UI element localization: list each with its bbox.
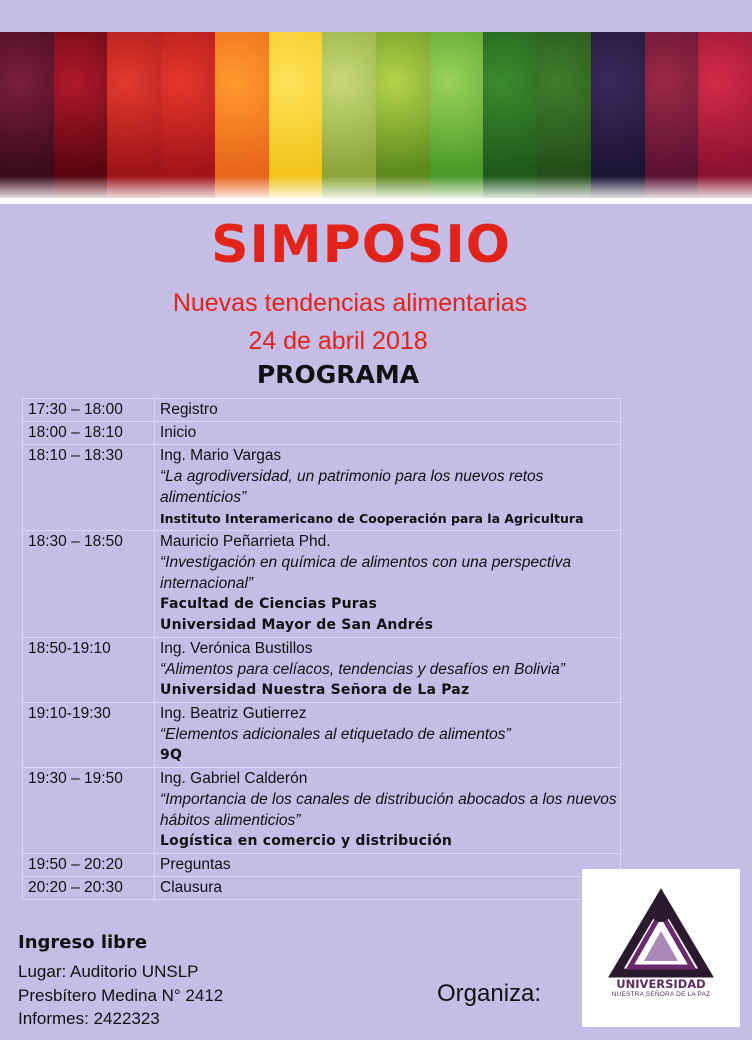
banner-divider [0,198,752,204]
cucumber-image [483,32,537,198]
speaker-name: Registro [160,401,218,418]
gooseberry-image [322,32,376,198]
schedule-time: 20:20 – 20:30 [23,877,155,900]
speaker-name: Inicio [160,424,197,441]
kiwi-image [376,32,430,198]
logo-circle [650,900,672,922]
schedule-time: 17:30 – 18:00 [23,399,155,422]
speaker-name: Clausura [160,879,223,896]
university-emblem-icon [582,869,740,1027]
institution-name: Universidad Nuestra Señora de La Paz [160,682,470,698]
plum-image [591,32,645,198]
cherries-image [54,32,108,198]
institution-name: Universidad Mayor de San Andrés [160,617,434,633]
page-title: SIMPOSIO [211,215,511,275]
institution-name: Facultad de Ciencias Puras [160,596,378,612]
onion-image [645,32,699,198]
institution-name: Logística en comercio y distribución [160,833,453,849]
event-subtitle: Nuevas tendencias alimentarias [172,289,528,317]
radish-image [698,32,752,198]
schedule-row [23,399,621,422]
institution-name: Instituto Interamericano de Cooperación para la Agricultura [160,511,584,526]
schedule-details [155,445,621,531]
talk-title: “Elementos adicionales al etiquetado de alimentos” [160,726,511,743]
schedule-time: 19:30 – 19:50 [23,768,155,854]
fruit-vegetable-banner [0,32,752,198]
talk-title: “Importancia de los canales de distribución abocados a los nuevos hábitos alimenticios” [160,791,617,829]
logo-university-name: UNIVERSIDAD [616,977,706,991]
schedule-details [155,703,621,768]
schedule-details [155,638,621,703]
organizer-label: Organiza: [437,980,542,1007]
speaker-name: Ing. Beatriz Gutierrez [160,705,307,722]
institution-name: 9Q [160,747,183,763]
schedule-row [23,638,621,703]
schedule-row [23,703,621,768]
grapes-image [0,32,54,198]
schedule-time: 18:10 – 18:30 [23,445,155,531]
schedule-row [23,768,621,854]
event-date: 24 de abril 2018 [248,327,428,355]
schedule-details [155,877,621,900]
schedule-details [155,531,621,638]
schedule-time: 18:30 – 18:50 [23,531,155,638]
free-entry-label: Ingreso libre [18,932,148,953]
schedule-row [23,877,621,900]
schedule-details [155,422,621,445]
schedule-time: 18:00 – 18:10 [23,422,155,445]
schedule-row [23,445,621,531]
talk-title: “La agrodiversidad, un patrimonio para los nuevos retos alimenticios” [160,468,544,506]
carrot-image [215,32,269,198]
schedule-row [23,531,621,638]
venue-text: Lugar: Auditorio UNSLP [18,962,199,981]
schedule-details [155,768,621,854]
tomato-image [161,32,215,198]
strawberry-image [107,32,161,198]
contact-phone-text: Informes: 2422323 [18,1009,160,1028]
schedule-details [155,399,621,422]
university-logo [582,869,740,1027]
talk-title: “Alimentos para celíacos, tendencias y desafíos en Bolivia” [160,661,565,678]
schedule-time: 19:10-19:30 [23,703,155,768]
speaker-name: Ing. Gabriel Calderón [160,770,308,787]
broccoli-image [537,32,591,198]
schedule-table [22,398,621,900]
talk-title: “Investigación en química de alimentos con una perspectiva internacional” [160,554,571,592]
pineapple-image [269,32,323,198]
lettuce-image [430,32,484,198]
program-heading: PROGRAMA [256,360,420,389]
schedule-row [23,422,621,445]
address-text: Presbítero Medina N° 2412 [18,986,224,1005]
speaker-name: Ing. Mario Vargas [160,447,282,464]
schedule-row [23,854,621,877]
schedule-time: 18:50-19:10 [23,638,155,703]
schedule-time: 19:50 – 20:20 [23,854,155,877]
logo-university-subtitle: NUESTRA SEÑORA DE LA PAZ [611,991,711,998]
schedule-details [155,854,621,877]
speaker-name: Preguntas [160,856,231,873]
speaker-name: Mauricio Peñarrieta Phd. [160,533,331,550]
speaker-name: Ing. Verónica Bustillos [160,640,313,657]
